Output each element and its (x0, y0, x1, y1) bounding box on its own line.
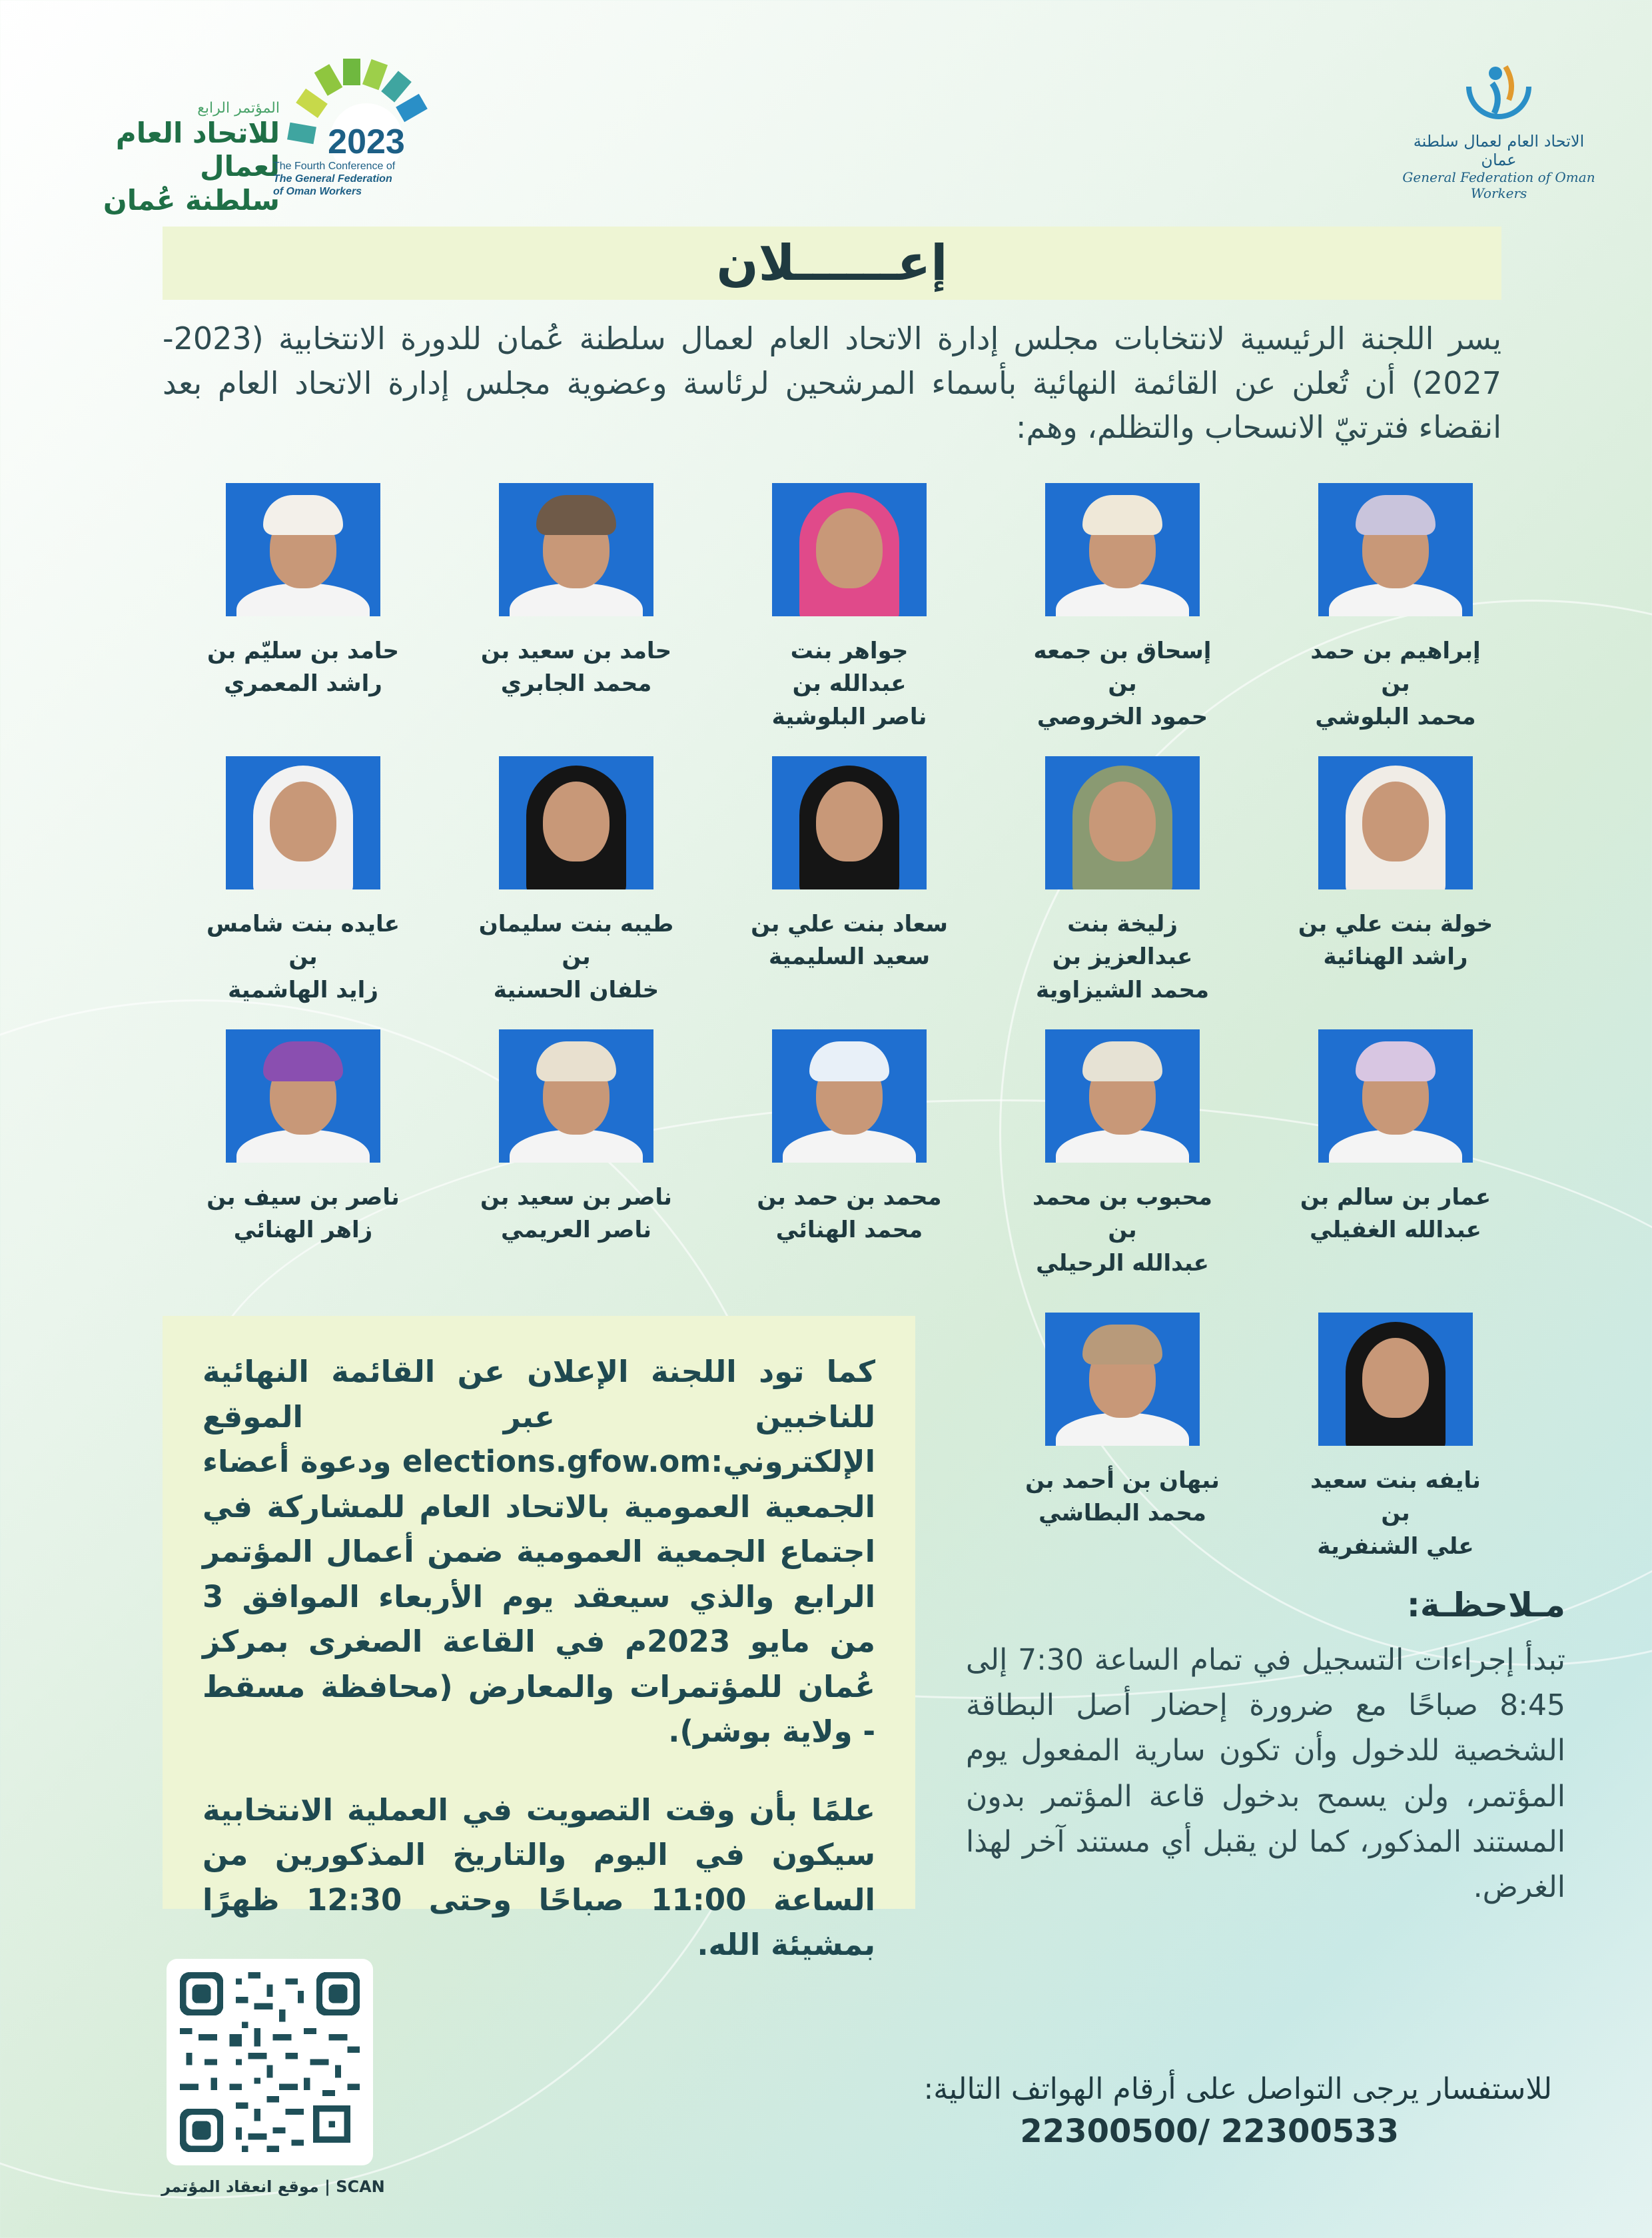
candidate-name-line1: زليخة بنت عبدالعزيز بن (1052, 911, 1193, 971)
conference-label-en: The Fourth Conference of The General Federation of Oman Workers (273, 161, 396, 198)
candidate-name (203, 635, 403, 701)
candidate-name-line2: حمود الخروصي (1036, 703, 1208, 730)
candidate-name (1023, 908, 1222, 1007)
candidate-name (476, 908, 676, 1007)
candidate-name (1023, 1464, 1222, 1530)
contact-numbers: 22300533 /22300500 (1020, 2113, 1399, 2150)
candidate-card (1023, 483, 1222, 734)
contact-section (833, 2072, 1552, 2150)
conference-label-line1: للاتحاد العام لعمال (115, 117, 280, 183)
candidate-name-line1: جواهر بنت عبدالله بن (790, 638, 909, 698)
candidate-name-line2: محمد الشيزاوية (1035, 976, 1210, 1003)
candidate-name-line1: ناصر بن سعيد بن (480, 1184, 672, 1211)
candidate-name (1296, 1181, 1495, 1247)
candidate-name-line1: محبوب بن محمد بن (1032, 1184, 1212, 1244)
candidate-card (203, 483, 403, 701)
candidate-photo (772, 1029, 927, 1163)
candidate-photo (1045, 483, 1200, 616)
qr-code-icon (180, 1972, 360, 2152)
contact-label: للاستفسار يرجى التواصل على أرقام الهواتف التالية: (923, 2072, 1552, 2106)
candidate-photo (1045, 756, 1200, 889)
candidate-name-line2: راشد الهنائية (1323, 943, 1468, 971)
candidate-card (1023, 1029, 1222, 1280)
candidate-name-line2: محمد البلوشي (1315, 703, 1476, 730)
candidate-name (1296, 908, 1495, 974)
candidate-name-line2: محمد الهنائي (775, 1217, 923, 1244)
candidate-name-line1: نايفه بنت سعيد بن (1310, 1467, 1481, 1527)
note-heading: مـلاحظـة: (1406, 1586, 1565, 1624)
gfow-logo (1399, 47, 1599, 201)
conference-year: 2023 (328, 123, 405, 161)
gfow-name-ar: الاتحاد العام لعمال سلطنة عمان (1413, 132, 1585, 169)
candidate-card (203, 756, 403, 1007)
candidate-photo (1045, 1313, 1200, 1446)
candidate-photo (772, 483, 927, 616)
candidate-name-line2: عبدالله الغفيلي (1310, 1217, 1481, 1244)
candidate-name-line1: طيبه بنت سليمان بن (478, 911, 674, 971)
candidate-name-line1: نبهان بن أحمد بن (1025, 1467, 1220, 1494)
candidate-photo (1318, 756, 1473, 889)
note-section (966, 1586, 1565, 1910)
candidate-name-line2: خلفان الحسنية (493, 976, 659, 1003)
candidate-name (1023, 635, 1222, 734)
candidate-name-line1: ناصر بن سيف بن (206, 1184, 400, 1211)
candidate-name-line1: عمار بن سالم بن (1300, 1184, 1491, 1211)
gfow-emblem-icon (1455, 47, 1542, 127)
candidate-card (1296, 1313, 1495, 1563)
gfow-name-en: General Federation of Oman Workers (1402, 169, 1595, 201)
candidate-name-line2: زاهر الهنائي (233, 1217, 373, 1244)
qr-caption: موقع انعقاد المؤتمر | SCAN (161, 2177, 385, 2196)
info-paragraph-1: كما تود اللجنة الإعلان عن القائمة النهائية للناخبين عبر الموقع الإلكتروني:elections.gfow.om ودعوة أعضاء الجمعية العمومية بالاتحاد العام للمشاركة في اجتماع الجمعية العمومية ضمن أعمال المؤتمر الرابع والذي سيعقد يوم الأربعاء الموافق 3 من مايو 2023م في القاعة الصغرى بمركز عُمان للمؤتمرات والمعارض (محافظة مسقط - ولاية بوشر). (203, 1354, 876, 1749)
announcement-title-bar (163, 227, 1501, 300)
conference-label-small: المؤتمر الرابع (197, 100, 280, 117)
candidate-name-line2: راشد المعمري (224, 670, 382, 698)
info-box (163, 1316, 915, 1962)
candidate-name-line1: عايده بنت شامس بن (206, 911, 400, 971)
candidate-name-line1: حامد بن سعيد بن (480, 638, 672, 664)
candidate-name-line2: ناصر البلوشية (771, 703, 927, 730)
candidate-name-line1: إبراهيم بن حمد بن (1310, 638, 1481, 698)
candidate-name (1296, 635, 1495, 734)
candidate-name-line1: محمد بن حمد بن (757, 1184, 942, 1211)
candidate-name-line1: حامد بن سليّم بن (206, 638, 400, 664)
candidate-photo (499, 756, 653, 889)
candidate-photo (499, 483, 653, 616)
candidate-photo (1045, 1029, 1200, 1163)
candidate-name-line2: محمد الجابري (500, 670, 652, 698)
candidate-photo (1318, 1313, 1473, 1446)
candidate-photo (226, 756, 380, 889)
candidate-name (476, 635, 676, 701)
candidate-card (1023, 1313, 1222, 1530)
candidate-name (1296, 1464, 1495, 1563)
conference-label-line2: سلطنة عُمان (103, 183, 280, 217)
candidate-card (1296, 756, 1495, 974)
candidate-name-line2: عبدالله الرحيلي (1036, 1249, 1209, 1277)
candidate-card (1023, 756, 1222, 1007)
conference-logo (53, 53, 453, 217)
candidate-photo (772, 756, 927, 889)
candidate-name-line2: زايد الهاشمية (228, 976, 378, 1003)
info-paragraph-2: علمًا بأن وقت التصويت في العملية الانتخابية سيكون في اليوم والتاريخ المذكورين من الساعة 11:00 صباحًا وحتى 12:30 ظهرًا بمشيئة الله. (203, 1792, 875, 1962)
candidate-card (203, 1029, 403, 1247)
candidate-card (476, 483, 676, 701)
candidate-photo (226, 1029, 380, 1163)
candidate-name-line2: سعيد السليمية (768, 943, 931, 971)
candidate-card (749, 483, 949, 734)
candidate-name (749, 635, 949, 734)
candidate-card (1296, 1029, 1495, 1247)
qr-code[interactable] (167, 1959, 373, 2165)
candidate-name-line1: سعاد بنت علي بن (751, 911, 948, 937)
candidate-name (203, 908, 403, 1007)
candidate-photo (226, 483, 380, 616)
candidate-name-line2: علي الشنفرية (1317, 1532, 1474, 1560)
candidate-name (476, 1181, 676, 1247)
candidate-photo (1318, 1029, 1473, 1163)
candidate-name-line2: محمد البطاشي (1038, 1500, 1206, 1527)
candidate-card (476, 756, 676, 1007)
candidate-name (749, 908, 949, 974)
candidate-photo (1318, 483, 1473, 616)
note-text: تبدأ إجراءات التسجيل في تمام الساعة 7:30 إلى 8:45 صباحًا مع ضرورة إحضار أصل البطاقة الشخصية للدخول وأن تكون سارية المفعول يوم المؤتمر، ولن يسمح بدخول قاعة المؤتمر بدون المستند المذكور، كما لن يقبل أي مستند آخر لهذا الغرض. (966, 1643, 1566, 1904)
candidate-name (749, 1181, 949, 1247)
candidate-name-line1: إسحاق بن جمعه بن (1033, 638, 1212, 698)
announcement-title: إعــــــلان (716, 235, 948, 292)
candidate-card (749, 756, 949, 974)
candidate-card (749, 1029, 949, 1247)
candidate-card (1296, 483, 1495, 734)
candidate-name (203, 1181, 403, 1247)
candidate-photo (499, 1029, 653, 1163)
candidate-name-line2: ناصر العريمي (500, 1217, 652, 1244)
intro-paragraph: يسر اللجنة الرئيسية لانتخابات مجلس إدارة الاتحاد العام لعمال سلطنة عُمان للدورة الانتخابية (2023-2027) أن تُعلن عن القائمة النهائية بأسماء المرشحين لرئاسة وعضوية مجلس إدارة الاتحاد العام بعد انقضاء فترتيّ الانسحاب والتظلم، وهم: (163, 320, 1501, 446)
candidate-name-line1: خولة بنت علي بن (1298, 911, 1493, 937)
candidate-card (476, 1029, 676, 1247)
candidate-name (1023, 1181, 1222, 1280)
